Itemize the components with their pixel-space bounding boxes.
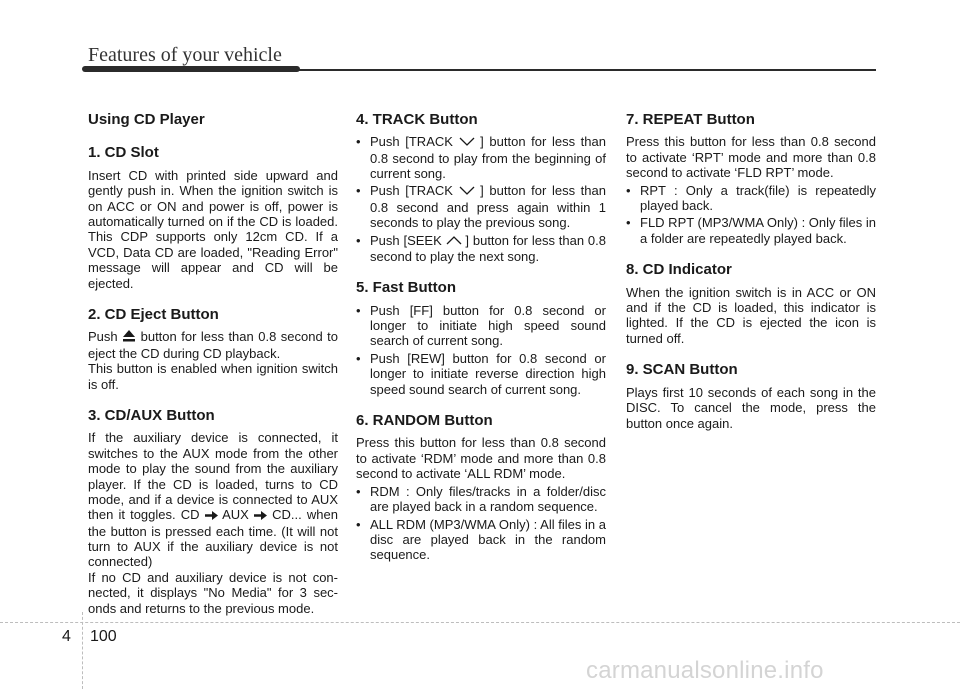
eject-icon: [122, 330, 136, 345]
page-number: 100: [90, 628, 117, 645]
cd-eject-post: button for less than 0.8 second to eject the CD during CD playback.: [88, 329, 338, 361]
cd-slot-text: Insert CD with printed side upward and gently push in. When the ignition switch is on ACC or ON and power is off, power is automatically turned on if the CD is loaded. This CDP supports only 12cm CD. If a VCD, Data CD are loaded, "Reading Error" message will appear and CD will be ejected.: [88, 167, 338, 291]
cd-aux-block: [88, 430, 338, 616]
list-item: [356, 183, 606, 230]
chevron-up-icon: [446, 233, 462, 248]
chevron-down-icon: [459, 135, 475, 150]
list-item: • RPT : Only a track(file) is repeatedly played back.: [626, 183, 876, 214]
chevron-down-icon: [459, 184, 475, 199]
header-rule-thin: [296, 69, 876, 71]
cd-indicator-text: When the ignition switch is in ACC or ON and if the CD is loaded, this indicator is lighted. If the CD is ejected the icon is turned off.: [626, 284, 876, 346]
track-b3-pre: Push [SEEK: [370, 232, 442, 248]
fast-list: [356, 303, 606, 397]
list-item: [356, 134, 606, 181]
list-item: • Push [FF] button for 0.8 second or longer to initiate high speed sound search of current song.: [356, 303, 606, 349]
random-heading: 6. RANDOM Button: [356, 412, 493, 430]
repeat-text: Press this button for less than 0.8 second to activate ‘RPT’ mode and more than 0.8 second to activate ‘FLD RPT’ mode.: [626, 134, 876, 181]
list-item: • RDM : Only files/tracks in a folder/disc are played back in a random sequence.: [356, 484, 606, 515]
section-title: Using CD Player: [88, 111, 205, 128]
arrow-right-icon: [254, 508, 267, 523]
list-item: [356, 233, 606, 265]
cd-eject-heading: 2. CD Eject Button: [88, 306, 219, 324]
random-text: Press this button for less than 0.8 second to activate ‘RDM’ mode and more than 0.8 second to activate ‘ALL RDM’ mode.: [356, 435, 606, 482]
column-3: [626, 112, 876, 447]
cd-eject-text-2: This button is enabled when ignition switch is off.: [88, 361, 338, 392]
footer-divider: [82, 612, 83, 689]
chapter-number: 4: [62, 628, 71, 645]
column-2: [356, 112, 606, 579]
cd-aux-heading: 3. CD/AUX Button: [88, 406, 215, 424]
list-item: • ALL RDM (MP3/WMA Only) : All files in a disc are played back in the random sequence.: [356, 517, 606, 563]
list-item: • FLD RPT (MP3/WMA Only) : Only files in a folder are repeatedly played back.: [626, 215, 876, 246]
cd-eject-block: [88, 329, 338, 391]
random-list: [356, 484, 606, 563]
cd-aux-aux-label: AUX: [222, 507, 249, 523]
cd-eject-text: [88, 329, 338, 361]
list-item: • Push [REW] button for 0.8 second or longer to initiate reverse direction high speed sound search of current song.: [356, 351, 606, 397]
column-1: [88, 112, 338, 632]
scan-heading: 9. SCAN Button: [626, 361, 738, 379]
watermark: carmanualsonline.info: [586, 657, 824, 684]
scan-text: Plays first 10 seconds of each song in the DISC. To cancel the mode, press the button once again.: [626, 384, 876, 431]
cd-aux-text-2: If no CD and auxiliary device is not con-nected, it displays "No Media" for 3 sec-onds and returns to the previous mode.: [88, 569, 338, 616]
track-b2-pre: Push [TRACK: [370, 183, 453, 199]
track-b3-post: ] button for less than 0.8 second to play the next song.: [370, 232, 606, 264]
cd-aux-text: [88, 430, 338, 570]
track-b1-pre: Push [TRACK: [370, 134, 453, 150]
cd-slot-heading: 1. CD Slot: [88, 144, 159, 162]
repeat-list: [626, 183, 876, 247]
cd-aux-cd-label: CD...: [272, 507, 302, 523]
arrow-right-icon: [205, 508, 218, 523]
cd-aux-text-a: If the auxiliary device is connected, it switches to the AUX mode from the other mode to play the sound from the auxiliary player. If the CD is loaded, turns to CD mode, and if a device is connected to AUX then it toggles. CD: [88, 430, 338, 523]
cd-indicator-heading: 8. CD Indicator: [626, 261, 732, 279]
track-heading: 4. TRACK Button: [356, 111, 478, 128]
track-list: [356, 134, 606, 264]
track-b1-post: ] button for less than 0.8 second to play from the beginning of current song.: [370, 134, 606, 182]
cd-aux-text-b: when the button is pressed each time. (It will not turn to AUX if the auxiliary device is not connected): [88, 507, 338, 570]
fast-heading: 5. Fast Button: [356, 279, 456, 297]
track-b2-post: ] button for less than 0.8 second and press again within 1 seconds to play the previous song.: [370, 183, 606, 231]
footer-rule: [0, 622, 960, 623]
page-header-title: Features of your vehicle: [88, 44, 282, 66]
repeat-heading: 7. REPEAT Button: [626, 111, 755, 128]
header-rule-thick: [82, 66, 300, 72]
cd-eject-pre: Push: [88, 329, 118, 345]
